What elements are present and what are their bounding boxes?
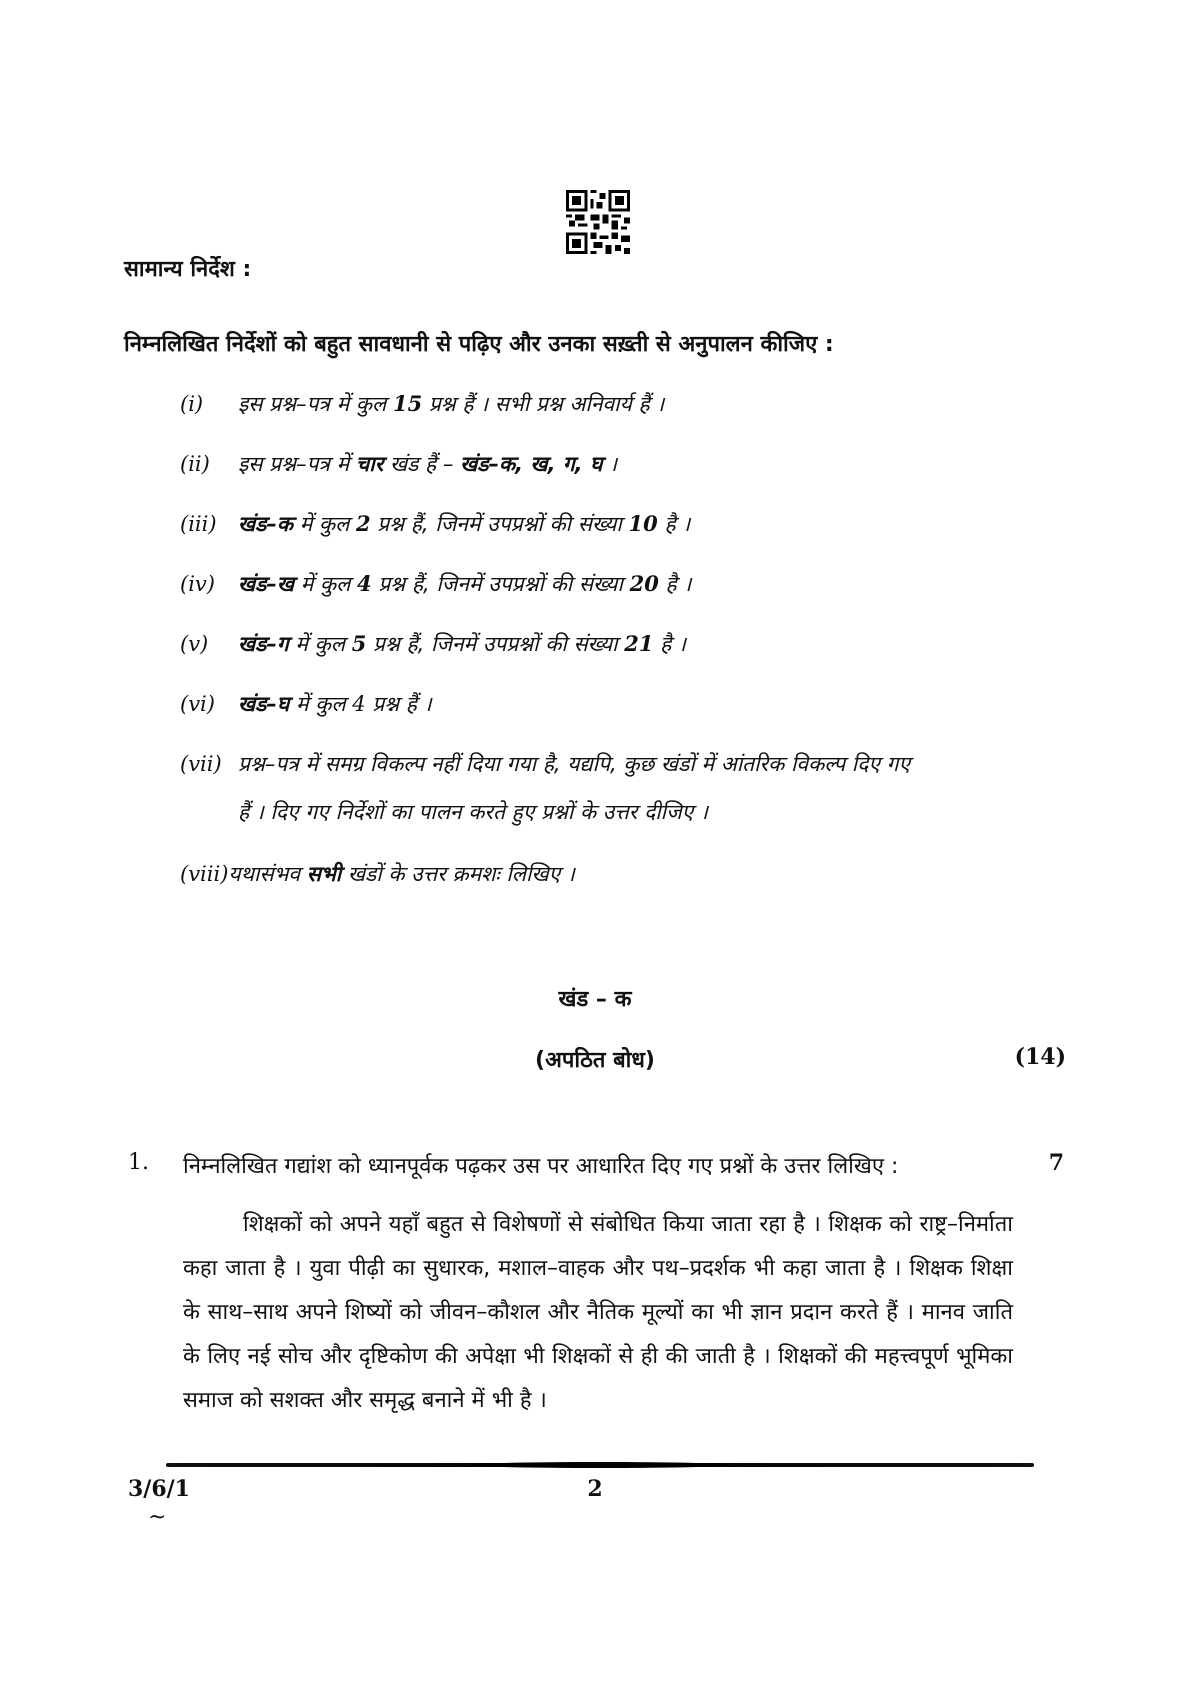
page-number: 2 bbox=[587, 1476, 603, 1502]
section-title: खंड – क bbox=[558, 987, 632, 1012]
instruction-item-vi: (vi) खंड–घ में कुल 4 प्रश्न हैं । bbox=[180, 692, 432, 716]
instruction-item-vii: (vii) प्रश्न–पत्र में समग्र विकल्प नहीं दिया गया है, यद्यपि, कुछ खंडों में आंतरिक विकल्प दिए गए हैं । दिए गए निर्देशों का पालन करते हुए प्रश्नों के उत्तर दीजिए । bbox=[180, 752, 911, 824]
general-instructions-intro: निम्नलिखित निर्देशों को बहुत सावधानी से पढ़िए और उनका सख़्ती से अनुपालन कीजिए : bbox=[124, 332, 834, 357]
paper-code: 3/6/1 bbox=[128, 1476, 190, 1502]
general-instructions-title: सामान्य निर्देश : bbox=[124, 257, 252, 282]
footer-divider bbox=[166, 1463, 1034, 1467]
section-marks: (14) bbox=[1014, 1044, 1066, 1070]
question-text: निम्नलिखित गद्यांश को ध्यानपूर्वक पढ़कर उस पर आधारित दिए गए प्रश्नों के उत्तर लिखिए : bbox=[183, 1154, 899, 1179]
question-number: 1. bbox=[128, 1150, 149, 1175]
instruction-item-iv: (iv) खंड–ख में कुल 4 प्रश्न हैं, जिनमें उपप्रश्नों की संख्या 20 है । bbox=[180, 571, 692, 596]
instruction-item-i: (i) इस प्रश्न–पत्र में कुल 15 प्रश्न हैं । सभी प्रश्न अनिवार्य हैं । bbox=[180, 391, 665, 416]
instruction-item-v: (v) खंड–ग में कुल 5 प्रश्न हैं, जिनमें उपप्रश्नों की संख्या 21 है । bbox=[180, 631, 686, 656]
footer-tilde-mark: ~ bbox=[148, 1505, 167, 1530]
section-subtitle: (अपठित बोध) bbox=[535, 1048, 655, 1073]
reading-passage: शिक्षकों को अपने यहाँ बहुत से विशेषणों से संबोधित किया जाता रहा है । शिक्षक को राष्ट्र–निर्माता कहा जाता है । युवा पीढ़ी का सुधारक, मशाल–वाहक और पथ–प्रदर्शक भी कहा जाता है । शिक्षक शिक्षा के साथ–साथ अपने शिष्यों को जीवन–कौशल और नैतिक मूल्यों का भी ज्ञान प्रदान करते हैं । मानव जाति के लिए नई सोच और दृष्टिकोण की अपेक्षा भी शिक्षकों से ही की जाती है । शिक्षकों की महत्त्वपूर्ण भूमिका समाज को सशक्त और समृद्ध बनाने में भी है । bbox=[183, 1212, 1013, 1413]
instruction-item-ii: (ii) इस प्रश्न–पत्र में चार खंड हैं – खंड–क, ख, ग, घ । bbox=[180, 452, 618, 476]
instruction-item-iii: (iii) खंड–क में कुल 2 प्रश्न हैं, जिनमें उपप्रश्नों की संख्या 10 है । bbox=[180, 511, 691, 536]
instruction-item-viii: (viii)यथासंभव सभी खंडों के उत्तर क्रमशः लिखिए । bbox=[180, 862, 575, 886]
qr-code-icon bbox=[566, 190, 630, 254]
question-marks: 7 bbox=[1048, 1150, 1064, 1176]
